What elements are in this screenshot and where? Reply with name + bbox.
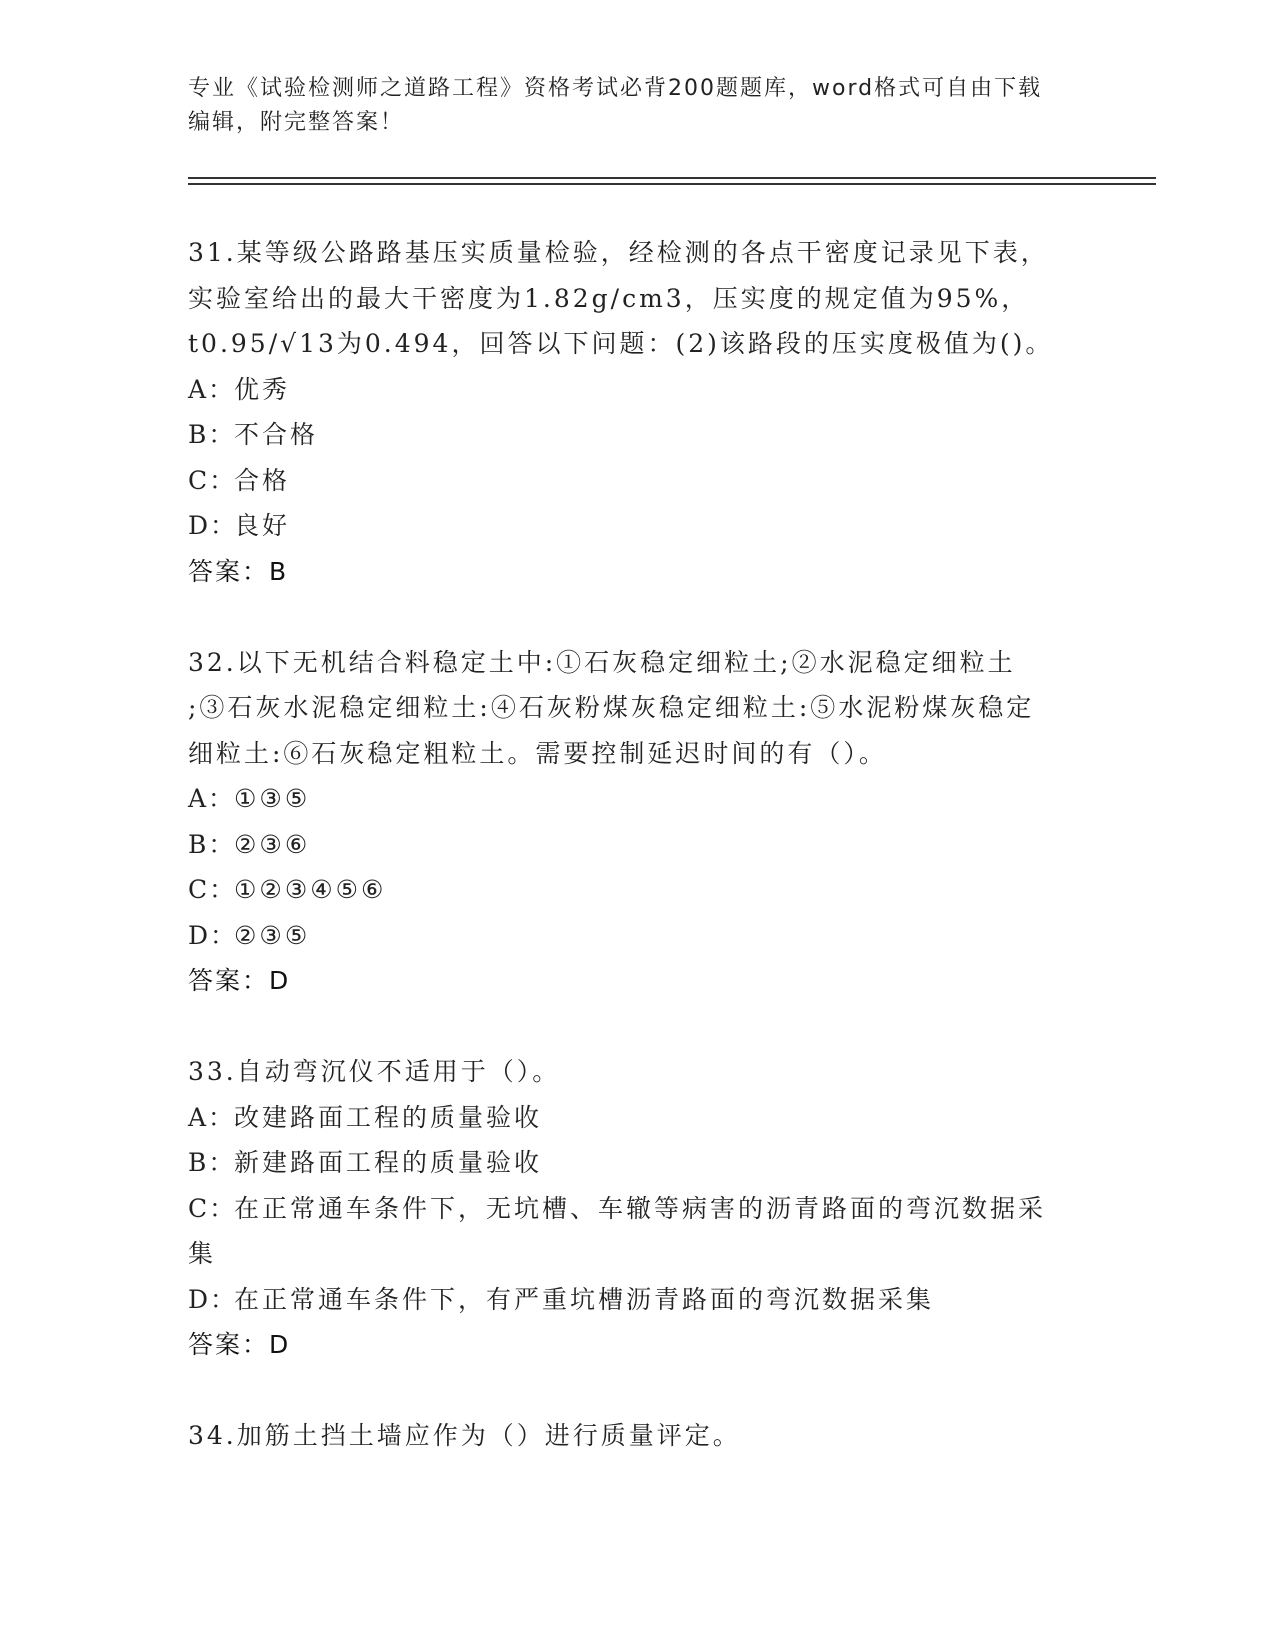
- option-text: 良好: [234, 511, 291, 540]
- option-c-continuation: 集: [188, 1239, 217, 1268]
- option-label: B：: [188, 1148, 236, 1177]
- option-b: [188, 822, 1088, 868]
- option-label: D：: [188, 511, 238, 540]
- option-text: ②③⑥: [234, 829, 311, 859]
- option-label: A：: [188, 784, 236, 813]
- option-a: [188, 1095, 1088, 1141]
- option-label: A：: [188, 1102, 236, 1132]
- option-text: 改建路面工程的质量验收: [234, 1102, 543, 1132]
- option-text: 优秀: [234, 374, 291, 404]
- option-text: 在正常通车条件下，有严重坑槽沥青路面的弯沉数据采集: [234, 1284, 935, 1314]
- spacer: [188, 1004, 1088, 1050]
- option-label: C：: [188, 465, 237, 495]
- option-d: [188, 503, 1088, 549]
- answer: 答案：D: [188, 1330, 291, 1359]
- option-d: [188, 913, 1088, 959]
- option-text: ①②③④⑤⑥: [234, 875, 387, 904]
- option-a: [188, 367, 1088, 413]
- option-c: [188, 458, 1088, 504]
- spacer: [188, 594, 1088, 640]
- question-33: [188, 1049, 1088, 1368]
- header-divider-top: [188, 177, 1156, 179]
- answer: 答案：D: [188, 966, 291, 995]
- option-d: [188, 1277, 1088, 1323]
- question-stem-line: 实验室给出的最大干密度为1.82g/cm3，压实度的规定值为95%，: [188, 283, 1030, 313]
- option-label: B：: [188, 829, 236, 859]
- option-label: D：: [188, 1284, 238, 1314]
- option-c: [188, 1186, 1088, 1232]
- option-label: B：: [188, 420, 236, 449]
- question-list: [188, 230, 1088, 1459]
- option-text: 不合格: [234, 420, 319, 449]
- question-stem-line: 32.以下无机结合料稳定土中:①石灰稳定细粒土;②水泥稳定细粒土: [188, 647, 1016, 677]
- answer: 答案：B: [188, 556, 289, 586]
- option-b: [188, 412, 1088, 458]
- option-text: 在正常通车条件下，无坑槽、车辙等病害的沥青路面的弯沉数据采: [234, 1193, 1047, 1223]
- spacer: [188, 1368, 1088, 1414]
- option-text: ②③⑤: [234, 920, 311, 950]
- option-c: [188, 867, 1088, 913]
- option-label: C：: [188, 1193, 237, 1223]
- option-text: 新建路面工程的质量验收: [234, 1148, 543, 1177]
- question-stem-line: 细粒土:⑥石灰稳定粗粒土。需要控制延迟时间的有（）。: [188, 738, 887, 768]
- option-b: [188, 1140, 1088, 1186]
- question-stem-line: 31.某等级公路路基压实质量检验，经检测的各点干密度记录见下表，: [188, 238, 1049, 267]
- question-stem-line: 34.加筋土挡土墙应作为（）进行质量评定。: [188, 1421, 741, 1450]
- header-title-line-1: 专业《试验检测师之道路工程》资格考试必背200题题库，word格式可自由下载: [188, 76, 1043, 101]
- question-32: [188, 640, 1088, 1004]
- question-31: [188, 230, 1088, 594]
- question-stem-line: ;③石灰水泥稳定细粒土:④石灰粉煤灰稳定细粒土:⑤水泥粉煤灰稳定: [188, 693, 1035, 722]
- question-stem-line: 33.自动弯沉仪不适用于（）。: [188, 1057, 561, 1086]
- option-label: C：: [188, 875, 237, 904]
- option-text: 合格: [234, 465, 291, 495]
- question-stem-line: t0.95/√13为0.494，回答以下问题：(2)该路段的压实度极值为()。: [188, 329, 1054, 358]
- option-text: ①③⑤: [234, 784, 311, 813]
- option-label: D：: [188, 920, 238, 950]
- header-divider-bottom: [188, 183, 1156, 185]
- option-a: [188, 776, 1088, 822]
- header-title-line-2: 编辑，附完整答案！: [188, 110, 405, 135]
- question-34: [188, 1413, 1088, 1459]
- document-header: [188, 72, 1088, 140]
- option-label: A：: [188, 374, 236, 404]
